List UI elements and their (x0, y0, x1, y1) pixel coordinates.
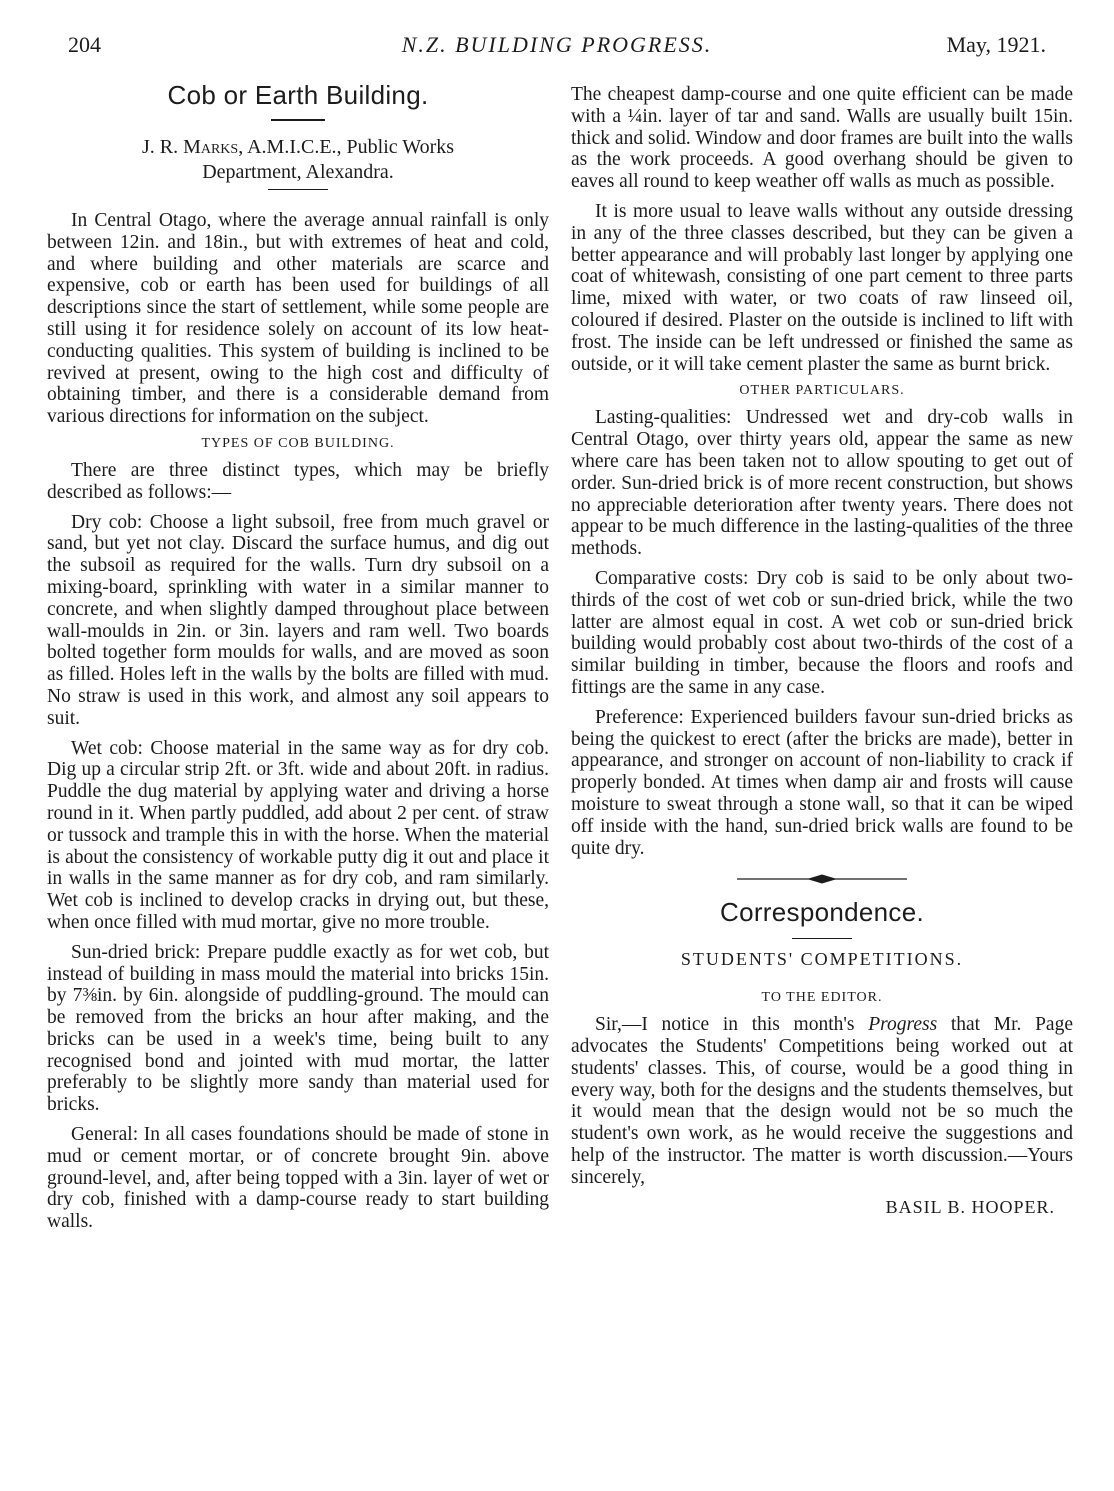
author-byline (47, 135, 549, 185)
dry-cob-paragraph: Dry cob: Choose a light subsoil, free from much gravel or sand, but yet not clay. Discard the surface humus, and dig out the subsoil as required for the walls. Turn dry subsoil on a mixing-board, sprinkling with water in a similar manner to concrete, and when slightly damped throughout place between wall-moulds in 2in. or 3in. layers and ram well. Two boards bolted together form moulds for walls, and are moved as soon as filled. Holes left in the walls by the bolts are filled with mud. No straw is used in this work, and almost any soil appears to suit. (47, 511, 549, 729)
section-divider-ornament (737, 873, 907, 885)
other-particulars-heading: OTHER PARTICULARS. (739, 383, 905, 399)
preference-paragraph: Preference: Experienced builders favour sun-dried bricks as being the quickest to erect (after the bricks are made), better in appearance, and stronger on account of non-liability to crack if properly bonded. At times when damp air and frosts will cause moisture to sweat through a stone wall, so that it can be wiped off inside with the hand, sun-dried brick walls are found to be quite dry. (571, 706, 1073, 859)
letter-text-start: Sir,—I notice in this month's (595, 1014, 869, 1036)
letter-signature: BASIL B. HOOPER. (885, 1196, 1055, 1217)
page-header (68, 32, 1046, 62)
publication-title: N.Z. BUILDING PROGRESS. (401, 32, 713, 57)
correspondence-subtitle: STUDENTS' COMPETITIONS. (680, 949, 964, 970)
sun-dried-paragraph: Sun-dried brick: Prepare puddle exactly as for wet cob, but instead of building in mass mould the material into bricks 15in. by 7⅜in. by 6in. alongside of puddling-ground. The mould can be removed from the bricks an hour after making, and the bricks can be used in a week's time, being built to any recognised bond and jointed with mud mortar, the latter preferably to be slightly more sandy than material used for bricks. (47, 941, 549, 1116)
types-intro-paragraph: There are three distinct types, which may be briefly described as follows:— (47, 459, 549, 503)
letter-publication-name: Progress (868, 1014, 938, 1036)
damp-course-paragraph: The cheapest damp-course and one quite efficient can be made with a ¼in. layer of tar and sand. Walls are usually built 15in. thick and solid. Window and door frames are built into the walls as the work proceeds. A good overhang should be given to eaves all round to keep weather off walls as much as possible. (571, 84, 1073, 193)
author-credentials: , A.M.I.C.E., Public Works (238, 136, 455, 158)
title-rule (271, 119, 325, 121)
letter-text-end: that Mr. Page advocates the Students' Competitions being worked out at students' classes. This, of course, would be a good thing in every way, both for the designs and the students themselves, but it would mean that the design would not be so much the student's own work, as he would receive the suggestions and help of the instructor. The matter is worth discussion.—Yours sincerely, (571, 1014, 1073, 1188)
left-column (47, 80, 549, 1241)
author-department: Department, Alexandra. (202, 161, 394, 183)
article-title: Cob or Earth Building. (167, 80, 429, 110)
byline-rule (268, 189, 328, 190)
comparative-costs-paragraph: Comparative costs: Dry cob is said to be only about two-thirds of the cost of wet cob or sun-dried brick, while the two latter are almost equal in cost. A wet cob or sun-dried brick building would probably cost about two-thirds of the cost of a similar building in timber, because the floors and roofs and fittings are the same in any case. (571, 567, 1073, 698)
to-editor-heading: TO THE EDITOR. (761, 990, 883, 1006)
dressing-paragraph: It is more usual to leave walls without any outside dressing in any of the three classes described, but they can be given a better appearance and will probably last longer by applying one coat of whitewash, consisting of one part cement to three parts lime, mixed with water, or two coats of raw linseed oil, coloured if desired. Plaster on the outside is inclined to lift with frost. The inside can be left undressed or finished the same as outside, or it will take cement plaster the same as burnt brick. (571, 200, 1073, 375)
issue-date: May, 1921. (946, 32, 1046, 57)
right-column (571, 84, 1073, 1218)
page-number: 204 (68, 32, 101, 57)
general-paragraph: General: In all cases foundations should be made of stone in mud or cement mortar, or of concrete brought 9in. above ground-level, and, after being topped with a 3in. layer of wet or dry cob, finished with a damp-course ready to start building walls. (47, 1124, 549, 1233)
types-heading: TYPES OF COB BUILDING. (201, 435, 395, 451)
correspondence-rule (792, 938, 852, 939)
correspondence-title: Correspondence. (720, 897, 924, 928)
wet-cob-paragraph: Wet cob: Choose material in the same way as for dry cob. Dig up a circular strip 2ft. or 3ft. wide and about 20ft. in radius. Puddle the dug material by applying water and driving a horse round in it. When partly puddled, add about 2 per cent. of straw or tussock and trample this in with the horse. When the material is about the consistency of workable putty dig it out and place it in walls in the same manner as for dry cob, and ram similarly. Wet cob is inclined to develop cracks in drying out, but these, when once filled with mud mortar, give no more trouble. (47, 737, 549, 933)
intro-paragraph: In Central Otago, where the average annual rainfall is only between 12in. and 18in., but with extremes of heat and cold, and where building and other materials are scarce and expensive, cob or earth has been used for buildings of all descriptions since the start of settlement, while some people are still using it for residence solely on account of its low heat-conducting qualities. This system of building is inclined to be revived at present, owing to the high cost and difficulty of obtaining timber, and there is a considerable demand from various directions for information on the subject. (47, 210, 549, 428)
letter-paragraph (571, 1014, 1073, 1188)
author-name: J. R. Marks (141, 136, 239, 158)
lasting-qualities-paragraph: Lasting-qualities: Undressed wet and dry-cob walls in Central Otago, over thirty years old, appear the same as new where care has been taken not to allow spouting to get out of order. Sun-dried brick is of more recent construction, but shows no appreciable deterioration after twenty years. There does not appear to be much difference in the lasting-qualities of the three methods. (571, 407, 1073, 560)
